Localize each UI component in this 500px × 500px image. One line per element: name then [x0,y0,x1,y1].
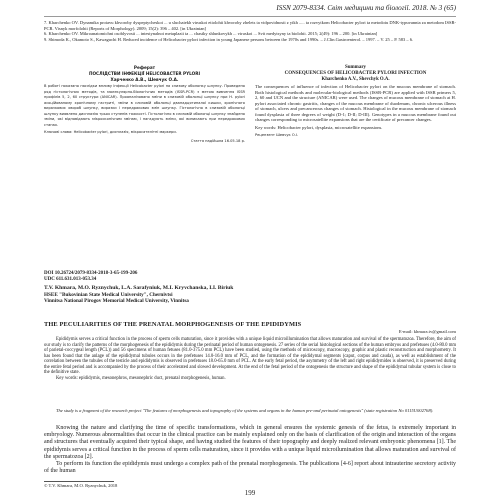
affiliation-2: Vinnitsa National Pirogov Memorial Medical University, Vinnitsa [44,298,189,305]
affiliation-1: HSEE "Bukovinian State Medical University", Chernivtsi [44,292,173,299]
body-paragraph: To perform its function the epididymis must undergo a complex path of the prenatal morphogenesis. The publications [4-6] report about intrauterine secretory activity of the human [44,461,456,475]
reviewer-line: Рецензент Шевчук О.І. [255,133,299,137]
udc-line: UDC 611.631.013-053.34 [44,277,97,283]
english-abstract-title: CONSEQUENCES OF HELICOBACTER PYLORI INFECTION [284,71,427,76]
project-note-text: The study is a fragment of the research project "The features of morphogenesis and topography of the systems and organs in the human pre-and perinatal ontogenesis" (state registration No 0115U002768). [56,408,434,413]
footer-rule [44,481,114,482]
doi-line: DOI 10.26724/2079-8334-2018-3-65-199-206 [44,271,138,276]
reference-item: 6. Kharchenko OV. Mikroanatomichni osoblyvosti ... intestynalnoi metaplazii ta ... chastky shlunkovykh ... viruskoi ... Svit medytsyny ta biolohii. 2015; 2(49): 196 – 200. [in Ukrainian] [44,31,378,37]
journal-issn: ISSN 2079-8334. Світ медицини та біології. 2018. № 3 (65) [276,4,456,12]
reference-item: 9. Shimoda K., Okamoto S., Kawaguchi H. Reduced incidence of Helicobacter pylori infection in young Japanese persons between the 1970s and 1990s. – J.Clin.Gastroenterol. – 1997. – V. 25 – P. 583 – 6. [44,36,414,42]
article-abstract [44,337,456,381]
english-abstract-heading: Summary [344,65,367,70]
reference-item: 7. Kharchenko OV. Dynamika proiavu khvoroby dyspeptycheskoi ... u sluchaiekh viruskoi etiolohii khvoroby zhelets ta vidpovidnosti z yikh ..... ta rozvytkom Helicobacter pylori ta metodoiu DNK-typuvannia za metodom ISSR-PCR. Visnyk morfolohii (Reports of Morphology). 2009; 15(2): 396 – 402. [in Ukrainian] [44,20,456,31]
ukrainian-abstract-body: В роботі показано наслідки впливу інфекції Helicobacter pylori на слизову оболонку шлунку. Проведено ряд гістологічних методів, та молекулярно-біологічних методів (ISSR-PCR) з метою вивчення ISSR профілів 5, 2, 60 структури (ANICAR). Проаналізовано зміни в слизовій оболонці шлунку при Н. pylori асоційованому хронічному гастриті, зміни в слизовій оболонці дванадцятипалої кишки, хронічного виразкових хвороб шлунку, виразки і передракових змін шлунку. Гістологічно в слизовій оболонці шлунку виявлено дисплазію трьох ступенів тяжкості. Гістологічно в слизовій оболонці шлунку знайдено зміни, які відповідають мікроскопічним змінам, і нагадують зміни, які виникають при передракових станах. [44,84,245,127]
article-body [44,425,456,475]
page-number: 199 [244,489,256,497]
contact-email[interactable]: E-mail: khmara.tv@gmail.com [398,329,456,334]
ukrainian-abstract-keywords: Ключові слова: Helicobacter pylori, дисплазія, мікросателітні маркери. [44,130,177,134]
body-paragraph: Knowing the nature and clarifying the time of specific transformations, which in general ensures the systemic genesis of the fetus, is extremely important in embryology. Numerous abnormalities that occur in the clinical practice can be mainly explained only on the basis of clarification of the origin and interaction of the organs and structures that eventually acquired their typical shape, and having studied the features of their topography and deeply realized relevant embryonic phenomena [1]. The epididymis serves a critical function in the process of sperm cells maturation, since it provides with a unique liquid microilumination that allows maturation and survival of the spermatozoa [2]. [44,425,456,460]
article-keywords: Key words: epididymis, mesonephros, mesonephric duct, prenatal morphogenesis, human. [56,375,226,381]
copyright-notice: © T.V. Khmara, M.O. Ryznychuk, 2018 [44,483,118,488]
ukrainian-abstract [44,65,245,260]
abstracts-two-column [44,65,456,260]
ukrainian-abstract-authors: Харченко А.В., Шевчук О.А. [110,77,179,82]
abstract-text: Epididymis serves a critical function in the process of sperm cells maturation, since it provides with a unique liquid microillumination that allows maturation and survival of the spermatozoa. Therefore, the aim of our study is to clarify the patterns of the morphogenesis of the epididymis during the perinatal period of human ontogenesis. 27 series of the serial histological sections of the human embryos and prefetuses (4.0-80.0 mm of parietal-coccygeal length (PCL)) and 56 specimens of human fetuses (81.0-375.0 mm PCL) have been studied, using the methods of microscopy, macroscopy, graphic and plastic reconstruction and morphometry. It has been found that the anlage of the epididymal tubules occurs in the prefetuses 14.0-16.0 mm of PCL, and the formation of the epididymal segments (caput, corpus and cauda), as well as establishment of the correlation between the tubules of the testicle and epididymis is observed in prefetuses 18.0-65.0 mm of PCL. At the early fetal period, the asymmetry of the left and right epididymides is observed, it is preserved during the entire fetal period and is accompanied by the process of their accelerated and slowed development. At the end of the fetal period of the ontogenesis the structure and shape of the epididymal tubular system is close to the definitive state. [44,337,456,375]
page-footer [44,481,456,497]
english-abstract-body: The consequences of influence of infection of Helicobacter pylori on the mucous membrane of stomach. Both histological methods and molecular-biological methods (ISSR-PCR) are applied with ISSR primers 5, 2, 60 and UCN and the structure (ANICAR) were used. The changes of mucous membrane of stomach at H. pylori associated chronic gastritis, changes of the mucous membrane of duodenum, chronic ulcerous illness of stomach, ulcers and precancerous changes of stomach. Histological in the mucous membrane of stomach found dysplasia of three degrees of weight (D-1; D-II; D-III). Genotypes in a mucous membrane found out changes corresponding to microsatellite expansions that are the certificate of precancer changes. [255,84,456,122]
english-abstract-keywords: Key words: Helicobacter pylori, dysplasia, microsatellite expansions. [255,124,383,130]
ukrainian-abstract-title: ПОСЛІДСТВИ ІНФЕКЦІЇ HELICOBACTER PYLORI [88,71,201,76]
ukrainian-abstract-heading: Реферат [133,65,156,70]
reference-list [44,20,456,42]
article-authors: T.V. Khmara, M.O. Ryznychuk, L.A. Sarafyniuk, M.I. Kryvchanska, I.I. Biriuk [44,284,234,291]
english-abstract [255,65,456,260]
running-header [44,0,456,20]
article-title: THE PECULIARITIES OF THE PRENATAL MORPHOGENESIS OF THE EPIDIDYMIS [44,321,302,328]
article-metadata [44,271,456,304]
english-abstract-authors: Kharchenko A.V., Shevchyk O.A. [321,77,390,82]
research-project-note [44,408,456,414]
header-rule [44,16,456,17]
ukrainian-abstract-received: Стаття надійшла 16.05.18 р. [190,138,245,143]
